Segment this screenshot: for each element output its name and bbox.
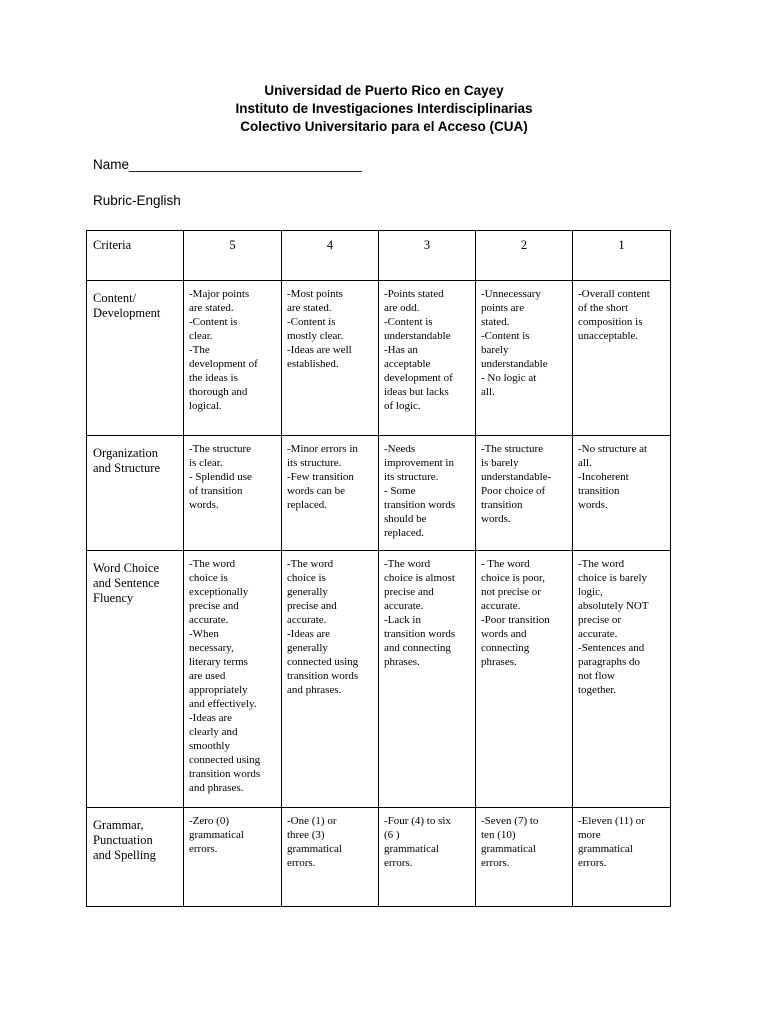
- criterion-organization-structure: Organization and Structure: [87, 436, 184, 551]
- rubric-table: [86, 230, 671, 907]
- header-criteria: Criteria: [87, 231, 184, 281]
- document-header: [0, 82, 768, 136]
- header-score-1: 1: [573, 231, 671, 281]
- table-cell: -Major points are stated. -Content is clear. -The development of the ideas is thorough and logical.: [184, 281, 282, 436]
- table-cell: -The word choice is exceptionally precise and accurate. -When necessary, literary terms are used appropriately and effectively. -Ideas are clearly and smoothly connected using transition words and phrases.: [184, 551, 282, 808]
- header-score-2: 2: [476, 231, 573, 281]
- table-cell: -Overall content of the short composition is unacceptable.: [573, 281, 671, 436]
- table-header-row: [87, 231, 671, 281]
- header-score-4: 4: [282, 231, 379, 281]
- header-score-3: 3: [379, 231, 476, 281]
- table-row-grammar-punctuation-spelling: [87, 808, 671, 907]
- rubric-title: Rubric-English: [93, 193, 181, 208]
- table-cell: -Zero (0) grammatical errors.: [184, 808, 282, 907]
- name-field-label: Name_______________________________: [93, 157, 362, 172]
- institute-title: Instituto de Investigaciones Interdisciplinarias: [235, 101, 533, 116]
- table-row-word-choice-fluency: [87, 551, 671, 808]
- table-cell: -No structure at all. -Incoherent transition words.: [573, 436, 671, 551]
- criterion-grammar-punctuation-spelling: Grammar, Punctuation and Spelling: [87, 808, 184, 907]
- table-cell: -Seven (7) to ten (10) grammatical errors.: [476, 808, 573, 907]
- table-cell: -The word choice is almost precise and accurate. -Lack in transition words and connecting phrases.: [379, 551, 476, 808]
- table-cell: -Eleven (11) or more grammatical errors.: [573, 808, 671, 907]
- university-title: Universidad de Puerto Rico en Cayey: [264, 83, 504, 98]
- table-cell: -The structure is clear. - Splendid use of transition words.: [184, 436, 282, 551]
- table-cell: -The word choice is generally precise and accurate. -Ideas are generally connected using transition words and phrases.: [282, 551, 379, 808]
- table-cell: -The structure is barely understandable- Poor choice of transition words.: [476, 436, 573, 551]
- table-cell: -Most points are stated. -Content is mostly clear. -Ideas are well established.: [282, 281, 379, 436]
- table-cell: -Four (4) to six (6 ) grammatical errors.: [379, 808, 476, 907]
- table-cell: - The word choice is poor, not precise or accurate. -Poor transition words and connecting phrases.: [476, 551, 573, 808]
- header-score-5: 5: [184, 231, 282, 281]
- table-cell: -The word choice is barely logic, absolutely NOT precise or accurate. -Sentences and paragraphs do not flow together.: [573, 551, 671, 808]
- table-cell: -Minor errors in its structure. -Few transition words can be replaced.: [282, 436, 379, 551]
- criterion-content-development: Content/ Development: [87, 281, 184, 436]
- collective-title: Colectivo Universitario para el Acceso (CUA): [240, 119, 528, 134]
- table-cell: -Needs improvement in its structure. - Some transition words should be replaced.: [379, 436, 476, 551]
- table-row-organization-structure: [87, 436, 671, 551]
- table-cell: -Points stated are odd. -Content is understandable -Has an acceptable development of ideas but lacks of logic.: [379, 281, 476, 436]
- table-cell: -One (1) or three (3) grammatical errors.: [282, 808, 379, 907]
- table-row-content-development: [87, 281, 671, 436]
- criterion-word-choice-fluency: Word Choice and Sentence Fluency: [87, 551, 184, 808]
- table-cell: -Unnecessary points are stated. -Content is barely understandable - No logic at all.: [476, 281, 573, 436]
